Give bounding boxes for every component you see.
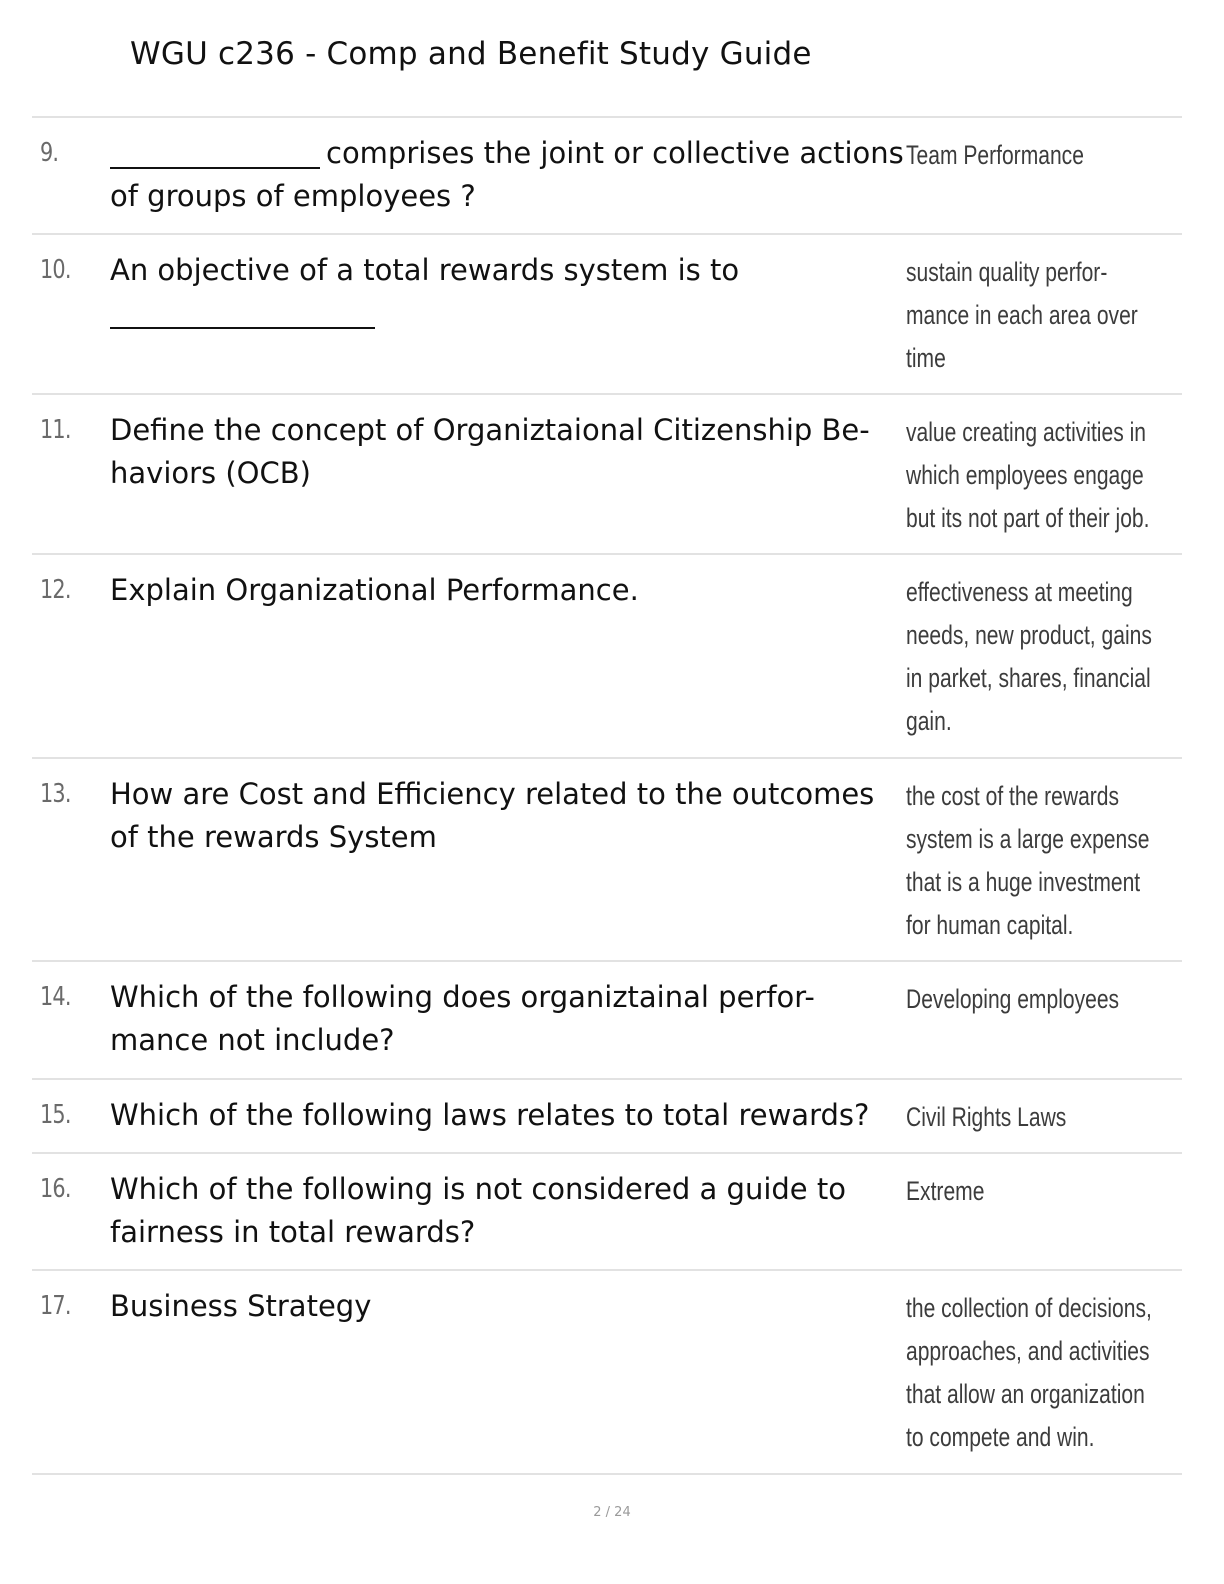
answer-line: in parket, shares, financial	[906, 663, 1151, 693]
card-number: 17.	[40, 1291, 71, 1321]
answer-line: the cost of the rewards	[906, 781, 1120, 811]
card-answer	[906, 1096, 1171, 1139]
answer-line: system is a large expense	[906, 824, 1150, 854]
card-question	[110, 249, 900, 335]
card-question	[110, 132, 904, 218]
card-question	[110, 569, 900, 612]
card-number: 14.	[40, 982, 71, 1012]
answer-line: time	[906, 343, 946, 373]
flashcard-row	[32, 235, 1182, 395]
card-answer	[906, 411, 1171, 540]
answer-line: sustain quality perfor-	[906, 257, 1108, 287]
answer-line: that is a huge investment	[906, 867, 1141, 897]
answer-line: effectiveness at meeting	[906, 577, 1133, 607]
card-question	[110, 1094, 900, 1137]
answer-line: but its not part of their job.	[906, 503, 1150, 533]
card-number: 15.	[40, 1100, 71, 1130]
flashcard-row	[32, 1271, 1182, 1475]
answer-line: for human capital.	[906, 910, 1074, 940]
question-line: haviors (OCB)	[110, 456, 311, 490]
card-number: 13.	[40, 779, 71, 809]
card-number: 11.	[40, 415, 71, 445]
card-question	[110, 1168, 900, 1254]
question-line	[110, 292, 900, 335]
question-line: Define the concept of Organiztaional Citizenship Be-	[110, 413, 870, 447]
question-line: of the rewards System	[110, 820, 437, 854]
card-question	[110, 976, 900, 1062]
flashcard-row	[32, 395, 1182, 555]
answer-line: Civil Rights Laws	[906, 1102, 1067, 1132]
fill-in-blank	[110, 297, 375, 329]
card-answer	[906, 134, 1171, 177]
question-line: Explain Organizational Performance.	[110, 573, 639, 607]
card-number: 9.	[40, 138, 59, 168]
page-number: 2 / 24	[593, 1505, 631, 1520]
question-line: Business Strategy	[110, 1289, 372, 1323]
card-answer	[906, 1170, 1171, 1213]
card-number: 10.	[40, 255, 71, 285]
question-line: of groups of employees ?	[110, 179, 476, 213]
answer-line: needs, new product, gains	[906, 620, 1152, 650]
card-question	[110, 1285, 900, 1328]
answer-line: Developing employees	[906, 984, 1120, 1014]
flashcard-row	[32, 1154, 1182, 1271]
flashcard-row	[32, 759, 1182, 962]
question-line: fairness in total rewards?	[110, 1215, 476, 1249]
card-answer	[906, 571, 1171, 743]
document-title: WGU c236 - Comp and Benefit Study Guide	[130, 36, 812, 72]
card-answer	[906, 978, 1171, 1021]
answer-line: mance in each area over	[906, 300, 1138, 330]
card-answer	[906, 775, 1171, 947]
question-line: An objective of a total rewards system is to	[110, 253, 740, 287]
question-line: Which of the following is not considered a guide to	[110, 1172, 846, 1206]
card-question	[110, 773, 900, 859]
question-line: mance not include?	[110, 1023, 395, 1057]
answer-line: gain.	[906, 706, 952, 736]
answer-line: Team Performance	[906, 140, 1084, 170]
card-number: 12.	[40, 575, 71, 605]
card-answer	[906, 1287, 1171, 1459]
flashcard-row	[32, 1080, 1182, 1154]
question-line: Which of the following laws relates to total rewards?	[110, 1098, 870, 1132]
card-number: 16.	[40, 1174, 71, 1204]
answer-line: Extreme	[906, 1176, 985, 1206]
card-question	[110, 409, 900, 495]
question-line: comprises the joint or collective actions	[110, 132, 900, 175]
answer-line: approaches, and activities	[906, 1336, 1150, 1366]
question-line: How are Cost and Efficiency related to the outcomes	[110, 777, 875, 811]
flashcard-row	[32, 962, 1182, 1080]
answer-line: that allow an organization	[906, 1379, 1145, 1409]
answer-line: value creating activities in	[906, 417, 1146, 447]
fill-in-blank	[110, 137, 320, 169]
answer-line: the collection of decisions,	[906, 1293, 1152, 1323]
flashcard-row	[32, 118, 1182, 235]
flashcard-row	[32, 555, 1182, 759]
answer-line: to compete and win.	[906, 1422, 1095, 1452]
question-line: Which of the following does organiztainal perfor-	[110, 980, 815, 1014]
answer-line: which employees engage	[906, 460, 1144, 490]
card-answer	[906, 251, 1171, 380]
